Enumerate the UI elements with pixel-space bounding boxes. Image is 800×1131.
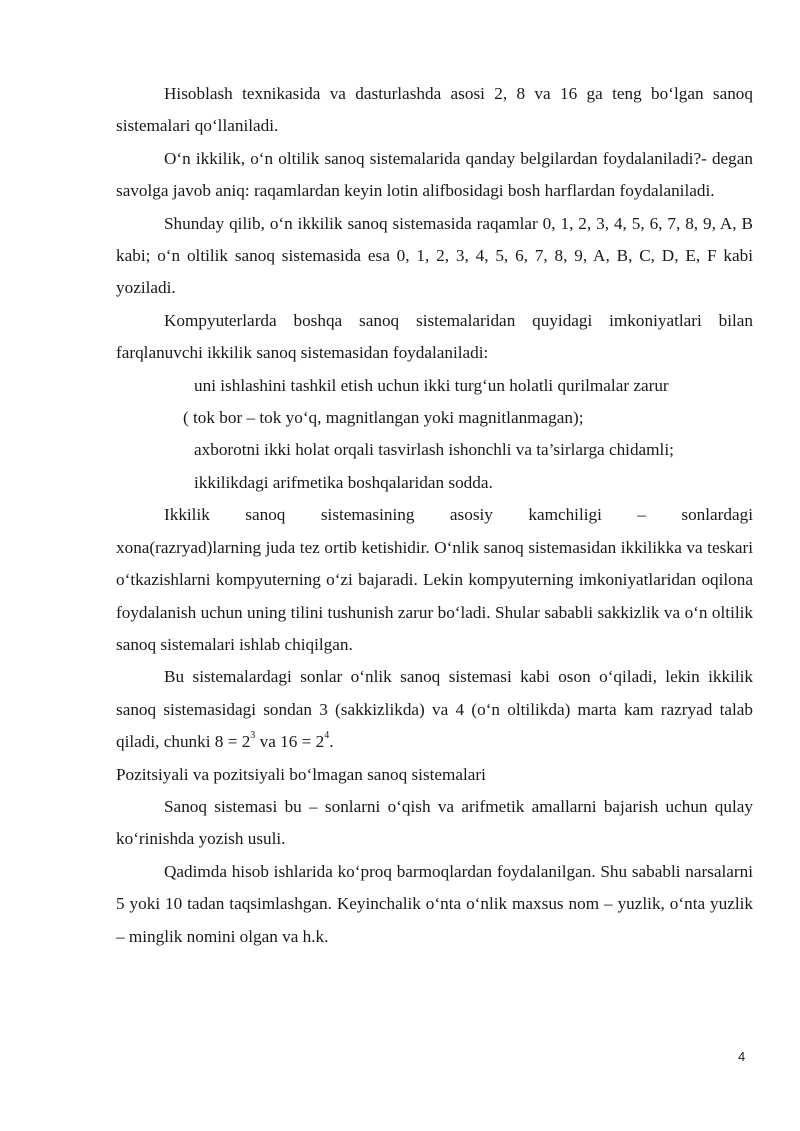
list-item: uni ishlashini tashkil etish uchun ikki turg‘un holatli qurilmalar zarur <box>194 375 669 395</box>
paragraph-binary-drawback: xona(razryad)larning juda tez ortib ketishidir. O‘nlik sanoq sistemasidan ikkilikka va teskari o‘tkazishlarni kompyuterning o‘zi bajaradi. Lekin kompyuterning imkoniyatlaridan oqilona foydalanish uchun uning tilini tushunish zarur bo‘ladi. Shular sababli sakkizlik va o‘n oltilik sanoq sistemalari ishlab chiqilgan. <box>116 537 753 654</box>
paragraph-octal-hex <box>116 661 753 758</box>
paragraph-octal-hex-text: Bu sistemalardagi sonlar o‘nlik sanoq sistemasi kabi oson o‘qiladi, lekin ikkilik sanoq sistemasidagi sondan 3 (sakkizlikda) va 4 (o‘n oltilikda) marta kam razryad talab qiladi, chunki 8 = 2 <box>116 667 753 752</box>
section-heading: Pozitsiyali va pozitsiyali bo‘lmagan sanoq sistemalari <box>116 764 486 784</box>
paragraph-definition: Sanoq sistemasi bu – sonlarni o‘qish va arifmetik amallarni bajarish uchun qulay ko‘rinishda yozish usuli. <box>116 796 753 849</box>
exponent-4: 4 <box>324 730 330 742</box>
paragraph-binary-advantages-intro: Kompyuterlarda boshqa sanoq sistemalaridan quyidagi imkoniyatlari bilan farqlanuvchi ikkilik sanoq sistemasidan foydalaniladi: <box>116 310 753 363</box>
paragraph-history: Qadimda hisob ishlarida ko‘proq barmoqlardan foydalanilgan. Shu sababli narsalarni 5 yoki 10 tadan taqsimlashgan. Keyinchalik o‘nta o‘nlik maxsus nom – yuzlik, o‘nta yuzlik – minglik nomini olgan va h.k. <box>116 861 753 946</box>
paragraph-base-systems: Hisoblash texnikasida va dasturlashda asosi 2, 8 va 16 ga teng bo‘lgan sanoq sistemalari qo‘llaniladi. <box>116 84 753 136</box>
paragraph-binary-drawback-first-line: Ikkilik sanoq sistemasining asosiy kamchiligi – sonlardagi <box>164 505 753 525</box>
paragraph-digit-examples: Shunday qilib, o‘n ikkilik sanoq sistemasida raqamlar 0, 1, 2, 3, 4, 5, 6, 7, 8, 9, A, B kabi; o‘n oltilik sanoq sistemasida esa 0, 1, 2, 3, 4, 5, 6, 7, 8, 9, A, B, C, D, E, F kabi yoziladi. <box>116 213 753 298</box>
list-item: ikkilikdagi arifmetika boshqalaridan sodda. <box>194 472 493 492</box>
exponent-3: 3 <box>250 730 256 742</box>
document-page <box>116 78 753 953</box>
binary-advantages-list <box>116 370 753 500</box>
paragraph-octal-hex-mid: va 16 = 2 <box>255 732 325 752</box>
list-item-continuation: ( tok bor – tok yo‘q, magnitlangan yoki magnitlanmagan); <box>183 408 584 428</box>
page-number: 4 <box>738 1049 746 1064</box>
paragraph-octal-hex-end: . <box>329 732 334 752</box>
list-item: axborotni ikki holat orqali tasvirlash ishonchli va ta’sirlarga chidamli; <box>194 440 674 460</box>
paragraph-symbols-question: O‘n ikkilik, o‘n oltilik sanoq sistemalarida qanday belgilardan foydalaniladi?- degan savolga javob aniq: raqamlardan keyin lotin alifbosidagi bosh harflardan foydalaniladi. <box>116 148 753 201</box>
